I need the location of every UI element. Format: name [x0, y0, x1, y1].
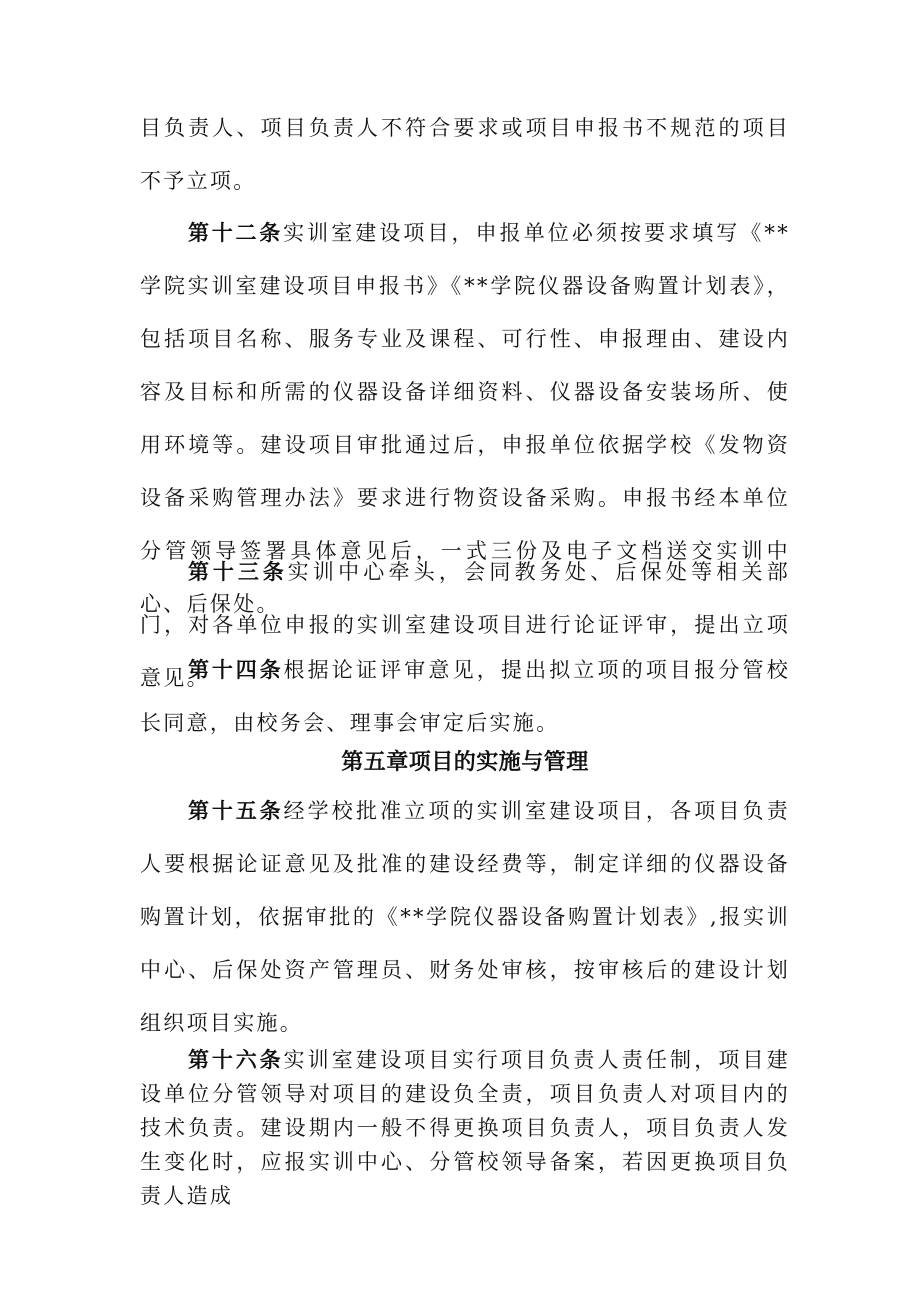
article-text: 实训室建设项目，申报单位必须按要求填写《**学院实训室建设项目申报书》《**学院仪器设备购置计划表》，包括项目名称、服务专业及课程、可行性、申报理由、建设内容及目标和所需的仪器设备详细资料、仪器设备安装场所、使用环境等。建设项目审批通过后，申报单位依据学校《发物资设备采购管理办法》要求进行物资设备采购。申报书经本单位分管领导签署具体意见后，一式三份及电子文档送交实训中心、后保处。: [140, 221, 791, 616]
article-label: 第十三条: [188, 560, 288, 584]
article-label: 第十六条: [188, 1048, 284, 1072]
chapter-heading: 第五章项目的实施与管理: [341, 750, 589, 775]
article-text: 经学校批准立项的实训室建设项目，各项目负责人要根据论证意见及批准的建设经费等，制定详细的仪器设备购置计划，依据审批的《**学院仪器设备购置计划表》,报实训中心、后保处资产管理员、财务处审核，按审核后的建设计划组织项目实施。: [140, 799, 790, 1035]
paragraph-article-14: [140, 644, 790, 750]
article-text: 根据论证评审意见，提出拟立项的项目报分管校长同意，由校务会、理事会审定后实施。: [140, 658, 790, 735]
article-label: 第十四条: [188, 658, 284, 682]
article-label: 第十五条: [188, 799, 284, 823]
article-text: 实训中心牵头，会同教务处、后保处等相关部门，对各单位申报的实训室建设项目进行论证评审，提出立项意见。: [140, 560, 791, 690]
article-label: 第十二条: [188, 221, 284, 245]
paragraph-text: 目负责人、项目负责人不符合要求或项目申报书不规范的项目不予立项。: [140, 116, 790, 193]
paragraph-article-16: [140, 1043, 790, 1213]
paragraph-continuation: [140, 102, 790, 208]
paragraph-article-15: [140, 785, 790, 1050]
article-text: 实训室建设项目实行项目负责人责任制，项目建设单位分管领导对项目的建设负全责，项目负责人对项目内的技术负责。建设期内一般不得更换项目负责人，项目负责人发生变化时，应报实训中心、分管校领导备案，若因更换项目负责人造成: [140, 1048, 790, 1208]
